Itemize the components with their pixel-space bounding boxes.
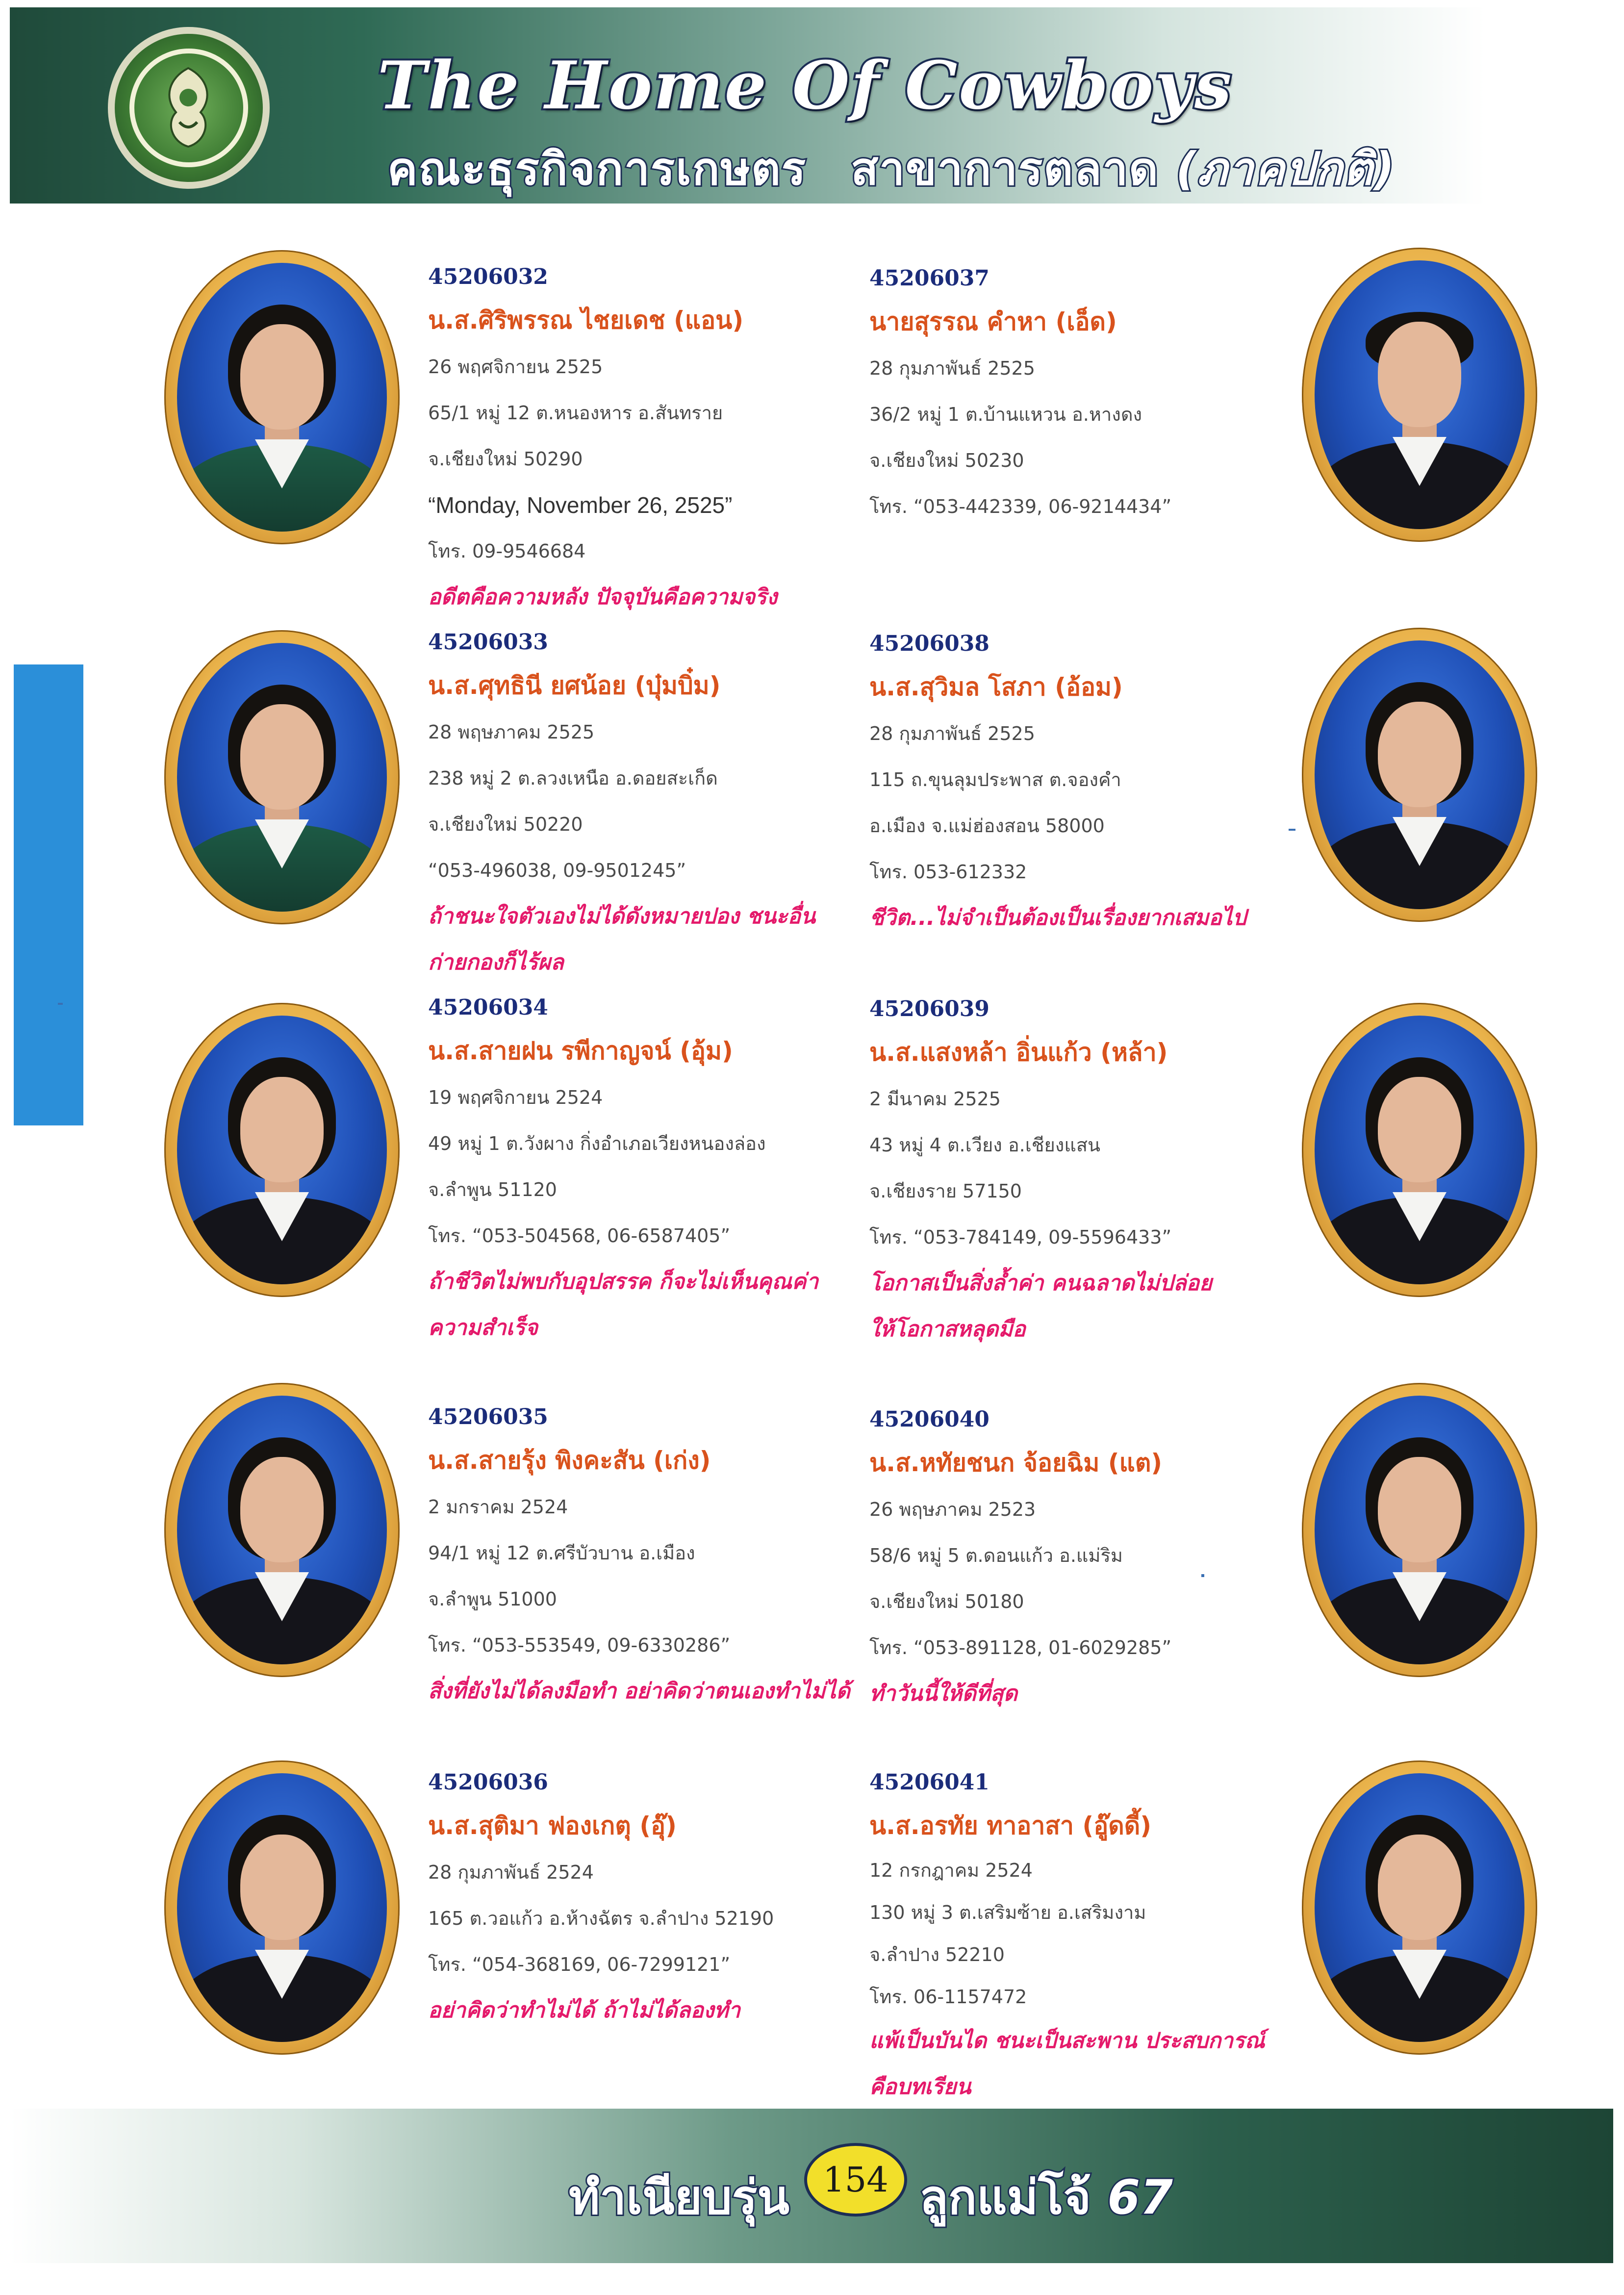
birth-date: 28 กุมภาพันธ์ 2524 bbox=[428, 1862, 594, 1883]
address-line: 115 ถ.ขุนลุมประพาส ต.จองคำ bbox=[869, 769, 1121, 790]
birth-date: 2 มกราคม 2524 bbox=[428, 1496, 568, 1518]
birth-date: 2 มีนาคม 2525 bbox=[869, 1088, 1001, 1110]
address-line: จ.เชียงราย 57150 bbox=[869, 1180, 1022, 1202]
address-line: 49 หมู่ 1 ต.วังผาง กิ่งอำเภอเวียงหนองล่อง bbox=[428, 1133, 766, 1154]
footer-right-label: ลูกแม่โจ้ bbox=[919, 2170, 1091, 2225]
address-line: จ.เชียงใหม่ 50180 bbox=[869, 1591, 1024, 1612]
phone-number: โทร. 09-9546684 bbox=[428, 540, 586, 562]
birth-date: 28 พฤษภาคม 2525 bbox=[428, 721, 595, 743]
address-line: 94/1 หมู่ 12 ต.ศรีบัวบาน อ.เมือง bbox=[428, 1542, 695, 1564]
student-name: น.ส.แสงหล้า อิ่นแก้ว (หล้า) bbox=[869, 1038, 1168, 1067]
student-name: น.ส.ศิริพรรณ ไชยเดช (แอน) bbox=[428, 306, 744, 334]
student-photo-45206033 bbox=[164, 630, 400, 924]
student-id: 45206039 bbox=[869, 996, 990, 1021]
footer-right-number: 67 bbox=[1107, 2170, 1173, 2225]
address-line: 43 หมู่ 4 ต.เวียง อ.เชียงแสน bbox=[869, 1134, 1101, 1156]
student-id: 45206037 bbox=[869, 266, 990, 291]
address-line: จ.เชียงใหม่ 50290 bbox=[428, 448, 583, 470]
student-card-45206037 bbox=[869, 259, 1311, 530]
birth-date-english: “Monday, November 26, 2525” bbox=[428, 492, 733, 518]
birth-date: 19 พฤศจิกายน 2524 bbox=[428, 1087, 603, 1108]
phone-number: โทร. “053-891128, 01-6029285” bbox=[869, 1637, 1172, 1658]
student-name: น.ส.สายฝน รพีกาญจน์ (อุ้ม) bbox=[428, 1037, 733, 1065]
student-id: 45206041 bbox=[869, 1770, 990, 1795]
address-line: 58/6 หมู่ 5 ต.ดอนแก้ว อ.แม่ริม bbox=[869, 1545, 1123, 1566]
page-subtitle bbox=[387, 132, 1396, 204]
page-number-badge: 154 bbox=[804, 2143, 907, 2217]
student-id: 45206034 bbox=[428, 995, 548, 1020]
footer-right-text bbox=[919, 2160, 1173, 2235]
phone-number: โทร. 06-1157472 bbox=[869, 1986, 1027, 2008]
student-card-45206035 bbox=[428, 1398, 869, 1714]
faculty-name: คณะธุรกิจการเกษตร bbox=[387, 143, 807, 195]
student-name: น.ส.อรทัย ทาอาสา (อู๊ดดี้) bbox=[869, 1811, 1152, 1840]
student-name: นายสุรรณ คำหา (เอ็ด) bbox=[869, 307, 1117, 336]
phone-number: โทร. “053-553549, 09-6330286” bbox=[428, 1634, 731, 1656]
side-accent-bar bbox=[14, 664, 83, 1125]
address-line: จ.ลำพูน 51120 bbox=[428, 1179, 557, 1200]
address-line: จ.ลำปาง 52210 bbox=[869, 1944, 1005, 1965]
address-line: 238 หมู่ 2 ต.ลวงเหนือ อ.ดอยสะเก็ด bbox=[428, 767, 718, 789]
student-card-45206040 bbox=[869, 1400, 1311, 1717]
motto-line: สิ่งที่ยังไม่ได้ลงมือทำ อย่าคิดว่าตนเองทำไม่ได้ bbox=[428, 1679, 850, 1704]
motto-line: อย่าคิดว่าทำไม่ได้ ถ้าไม่ได้ลองทำ bbox=[428, 1998, 740, 2023]
phone-number: โทร. “053-784149, 09-5596433” bbox=[869, 1226, 1172, 1248]
student-id: 45206040 bbox=[869, 1407, 990, 1432]
student-card-45206041 bbox=[869, 1763, 1311, 2110]
phone-number: โทร. “053-442339, 06-9214434” bbox=[869, 496, 1172, 517]
naga-emblem-icon bbox=[149, 63, 228, 152]
motto-line: ชีวิต...ไม่จำเป็นต้องเป็นเรื่องยากเสมอไป bbox=[869, 905, 1246, 930]
page-title: The Home Of Cowboys bbox=[378, 47, 1233, 124]
phone-number: โทร. “053-504568, 06-6587405” bbox=[428, 1225, 731, 1247]
address-line: อ.เมือง จ.แม่ฮ่องสอน 58000 bbox=[869, 815, 1105, 837]
address-line: 65/1 หมู่ 12 ต.หนองหาร อ.สันทราย bbox=[428, 402, 723, 424]
student-card-45206034 bbox=[428, 988, 869, 1351]
university-logo bbox=[108, 27, 270, 189]
student-name: น.ส.สุติมา ฟองเกตุ (อุ๊) bbox=[428, 1811, 677, 1840]
student-photo-45206041 bbox=[1302, 1760, 1537, 2055]
student-name: น.ส.ศุทธินี ยศน้อย (บุ๋มบิ๋ม) bbox=[428, 671, 721, 700]
birth-date: 12 กรกฎาคม 2524 bbox=[869, 1860, 1033, 1881]
student-photo-45206034 bbox=[164, 1003, 400, 1297]
motto-line: ทำวันนี้ให้ดีที่สุด bbox=[869, 1681, 1018, 1706]
program-name: สาขาการตลาด bbox=[851, 143, 1159, 195]
student-photo-45206037 bbox=[1302, 248, 1537, 542]
student-id: 45206038 bbox=[869, 631, 990, 656]
birth-date: 28 กุมภาพันธ์ 2525 bbox=[869, 723, 1035, 744]
motto-line: ก่ายกองก็ไร้ผล bbox=[428, 950, 564, 975]
student-name: น.ส.หทัยชนก จ้อยฉิม (แต) bbox=[869, 1449, 1163, 1477]
student-card-45206033 bbox=[428, 623, 869, 986]
student-photo-45206032 bbox=[164, 250, 400, 544]
student-photo-45206040 bbox=[1302, 1383, 1537, 1677]
motto-line: ถ้าชีวิตไม่พบกับอุปสรรค ก็จะไม่เห็นคุณค่า bbox=[428, 1269, 819, 1294]
student-photo-45206039 bbox=[1302, 1003, 1537, 1297]
address-line: 165 ต.วอแก้ว อ.ห้างฉัตร จ.ลำปาง 52190 bbox=[428, 1908, 774, 1929]
birth-date: 26 พฤษภาคม 2523 bbox=[869, 1499, 1036, 1520]
program-type: (ภาคปกติ) bbox=[1175, 143, 1396, 195]
motto-line: โอกาสเป็นสิ่งล้ำค่า คนฉลาดไม่ปล่อย bbox=[869, 1271, 1212, 1296]
student-card-45206038 bbox=[869, 624, 1311, 941]
student-id: 45206033 bbox=[428, 630, 548, 655]
student-id: 45206035 bbox=[428, 1404, 548, 1429]
student-card-45206039 bbox=[869, 990, 1311, 1352]
address-line: จ.เชียงใหม่ 50220 bbox=[428, 814, 583, 835]
student-id: 45206036 bbox=[428, 1770, 548, 1795]
phone-number: “053-496038, 09-9501245” bbox=[428, 860, 686, 881]
motto-line: ความสำเร็จ bbox=[428, 1315, 538, 1340]
student-photo-45206036 bbox=[164, 1760, 400, 2055]
print-speck bbox=[58, 1003, 63, 1005]
address-line: จ.เชียงใหม่ 50230 bbox=[869, 450, 1024, 471]
address-line: 130 หมู่ 3 ต.เสริมซ้าย อ.เสริมงาม bbox=[869, 1902, 1146, 1923]
address-line: 36/2 หมู่ 1 ต.บ้านแหวน อ.หางดง bbox=[869, 404, 1142, 425]
student-photo-45206035 bbox=[164, 1383, 400, 1677]
address-line: จ.ลำพูน 51000 bbox=[428, 1588, 557, 1610]
phone-number: โทร. “054-368169, 06-7299121” bbox=[428, 1954, 731, 1975]
student-photo-45206038 bbox=[1302, 628, 1537, 922]
motto-line: อดีตคือความหลัง ปัจจุบันคือความจริง bbox=[428, 585, 778, 610]
student-card-45206032 bbox=[428, 257, 869, 620]
student-name: น.ส.สายรุ้ง พิงคะสัน (เก่ง) bbox=[428, 1446, 711, 1475]
student-card-45206036 bbox=[428, 1763, 869, 2034]
birth-date: 26 พฤศจิกายน 2525 bbox=[428, 356, 603, 378]
motto-line: ถ้าชนะใจตัวเองไม่ได้ดังหมายปอง ชนะอื่น bbox=[428, 904, 816, 929]
phone-number: โทร. 053-612332 bbox=[869, 861, 1027, 883]
motto-line: คือบทเรียน bbox=[869, 2074, 971, 2099]
student-id: 45206032 bbox=[428, 264, 548, 289]
motto-line: ให้โอกาสหลุดมือ bbox=[869, 1317, 1026, 1342]
birth-date: 28 กุมภาพันธ์ 2525 bbox=[869, 357, 1035, 379]
student-name: น.ส.สุวิมล โสภา (อ้อม) bbox=[869, 673, 1123, 701]
motto-line: แพ้เป็นบันได ชนะเป็นสะพาน ประสบการณ์ bbox=[869, 2028, 1265, 2053]
footer-left-text: ทำเนียบรุ่น bbox=[569, 2170, 789, 2225]
